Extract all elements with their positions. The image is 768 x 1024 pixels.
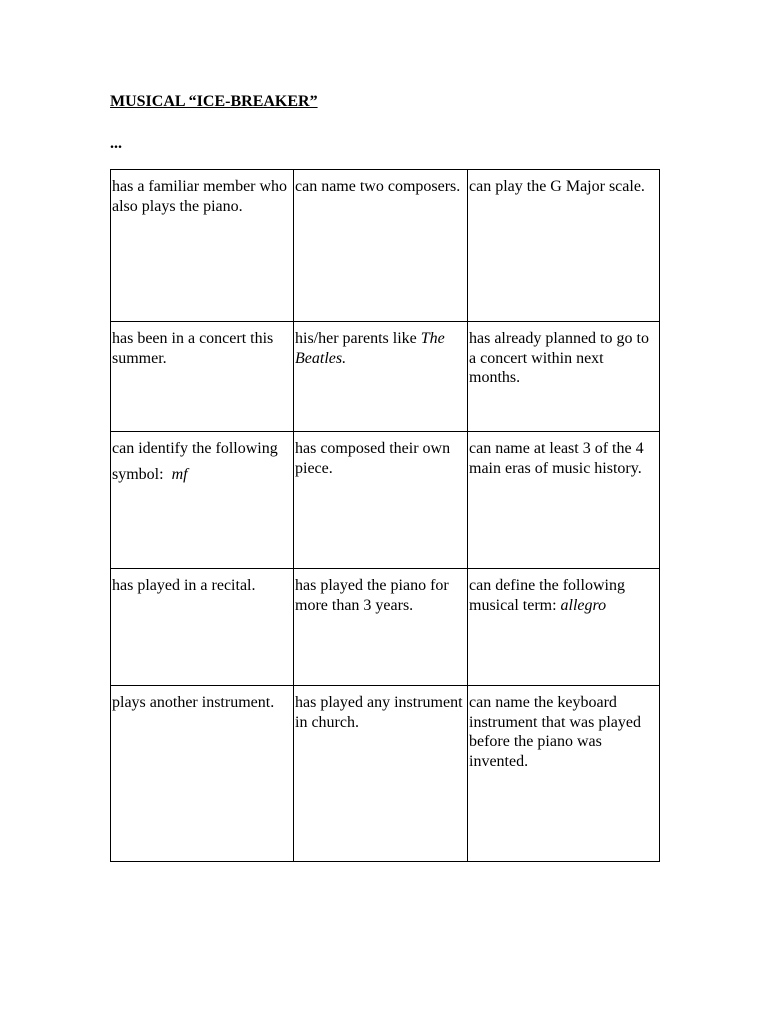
grid-cell [111, 569, 294, 686]
cell-text: can name at least 3 of the 4 main eras of music history. [469, 440, 644, 477]
cell-text: can play the G Major scale. [469, 178, 645, 195]
grid-cell [468, 170, 660, 322]
cell-text: has been in a concert this summer. [112, 330, 274, 367]
grid-cell [294, 170, 468, 322]
cell-italic-text: The Beatles. [295, 330, 445, 367]
cell-text: can identify the following [112, 440, 278, 457]
cell-text: has a familiar member who also plays the piano. [112, 178, 288, 215]
grid-cell [294, 569, 468, 686]
grid-row [111, 170, 660, 322]
grid-cell [294, 686, 468, 862]
grid-cell [294, 432, 468, 569]
grid-cell [294, 322, 468, 432]
grid-cell [468, 686, 660, 862]
cell-italic-text: allegro [560, 596, 607, 614]
cell-text: plays another instrument. [112, 694, 275, 711]
cell-text: has already planned to go to a concert within next months. [469, 330, 649, 387]
symbol-label: symbol: [112, 465, 164, 483]
title-ellipsis: ... [110, 135, 122, 152]
grid-cell [111, 686, 294, 862]
icebreaker-grid [110, 169, 660, 862]
grid-cell [468, 322, 660, 432]
cell-text: has played any instrument in church. [295, 694, 463, 731]
cell-text: his/her parents like [295, 330, 421, 347]
page-title: MUSICAL “ICE-BREAKER” [110, 93, 318, 110]
cell-text: has played the piano for more than 3 years. [295, 577, 449, 614]
grid-row [111, 686, 660, 862]
grid-cell [468, 432, 660, 569]
cell-text: can name the keyboard instrument that was played before the piano was invented. [469, 694, 641, 770]
cell-text: has composed their own piece. [295, 440, 451, 477]
grid-row [111, 322, 660, 432]
grid-cell [111, 322, 294, 432]
dynamic-symbol: mf [171, 465, 188, 483]
grid-row [111, 432, 660, 569]
cell-text: can name two composers. [295, 178, 461, 195]
symbol-line [112, 465, 292, 485]
grid-row [111, 569, 660, 686]
grid-cell [468, 569, 660, 686]
grid-cell [111, 170, 294, 322]
grid-cell [111, 432, 294, 569]
cell-text: has played in a recital. [112, 577, 256, 594]
cell-text: can define the following musical term: [469, 577, 625, 614]
